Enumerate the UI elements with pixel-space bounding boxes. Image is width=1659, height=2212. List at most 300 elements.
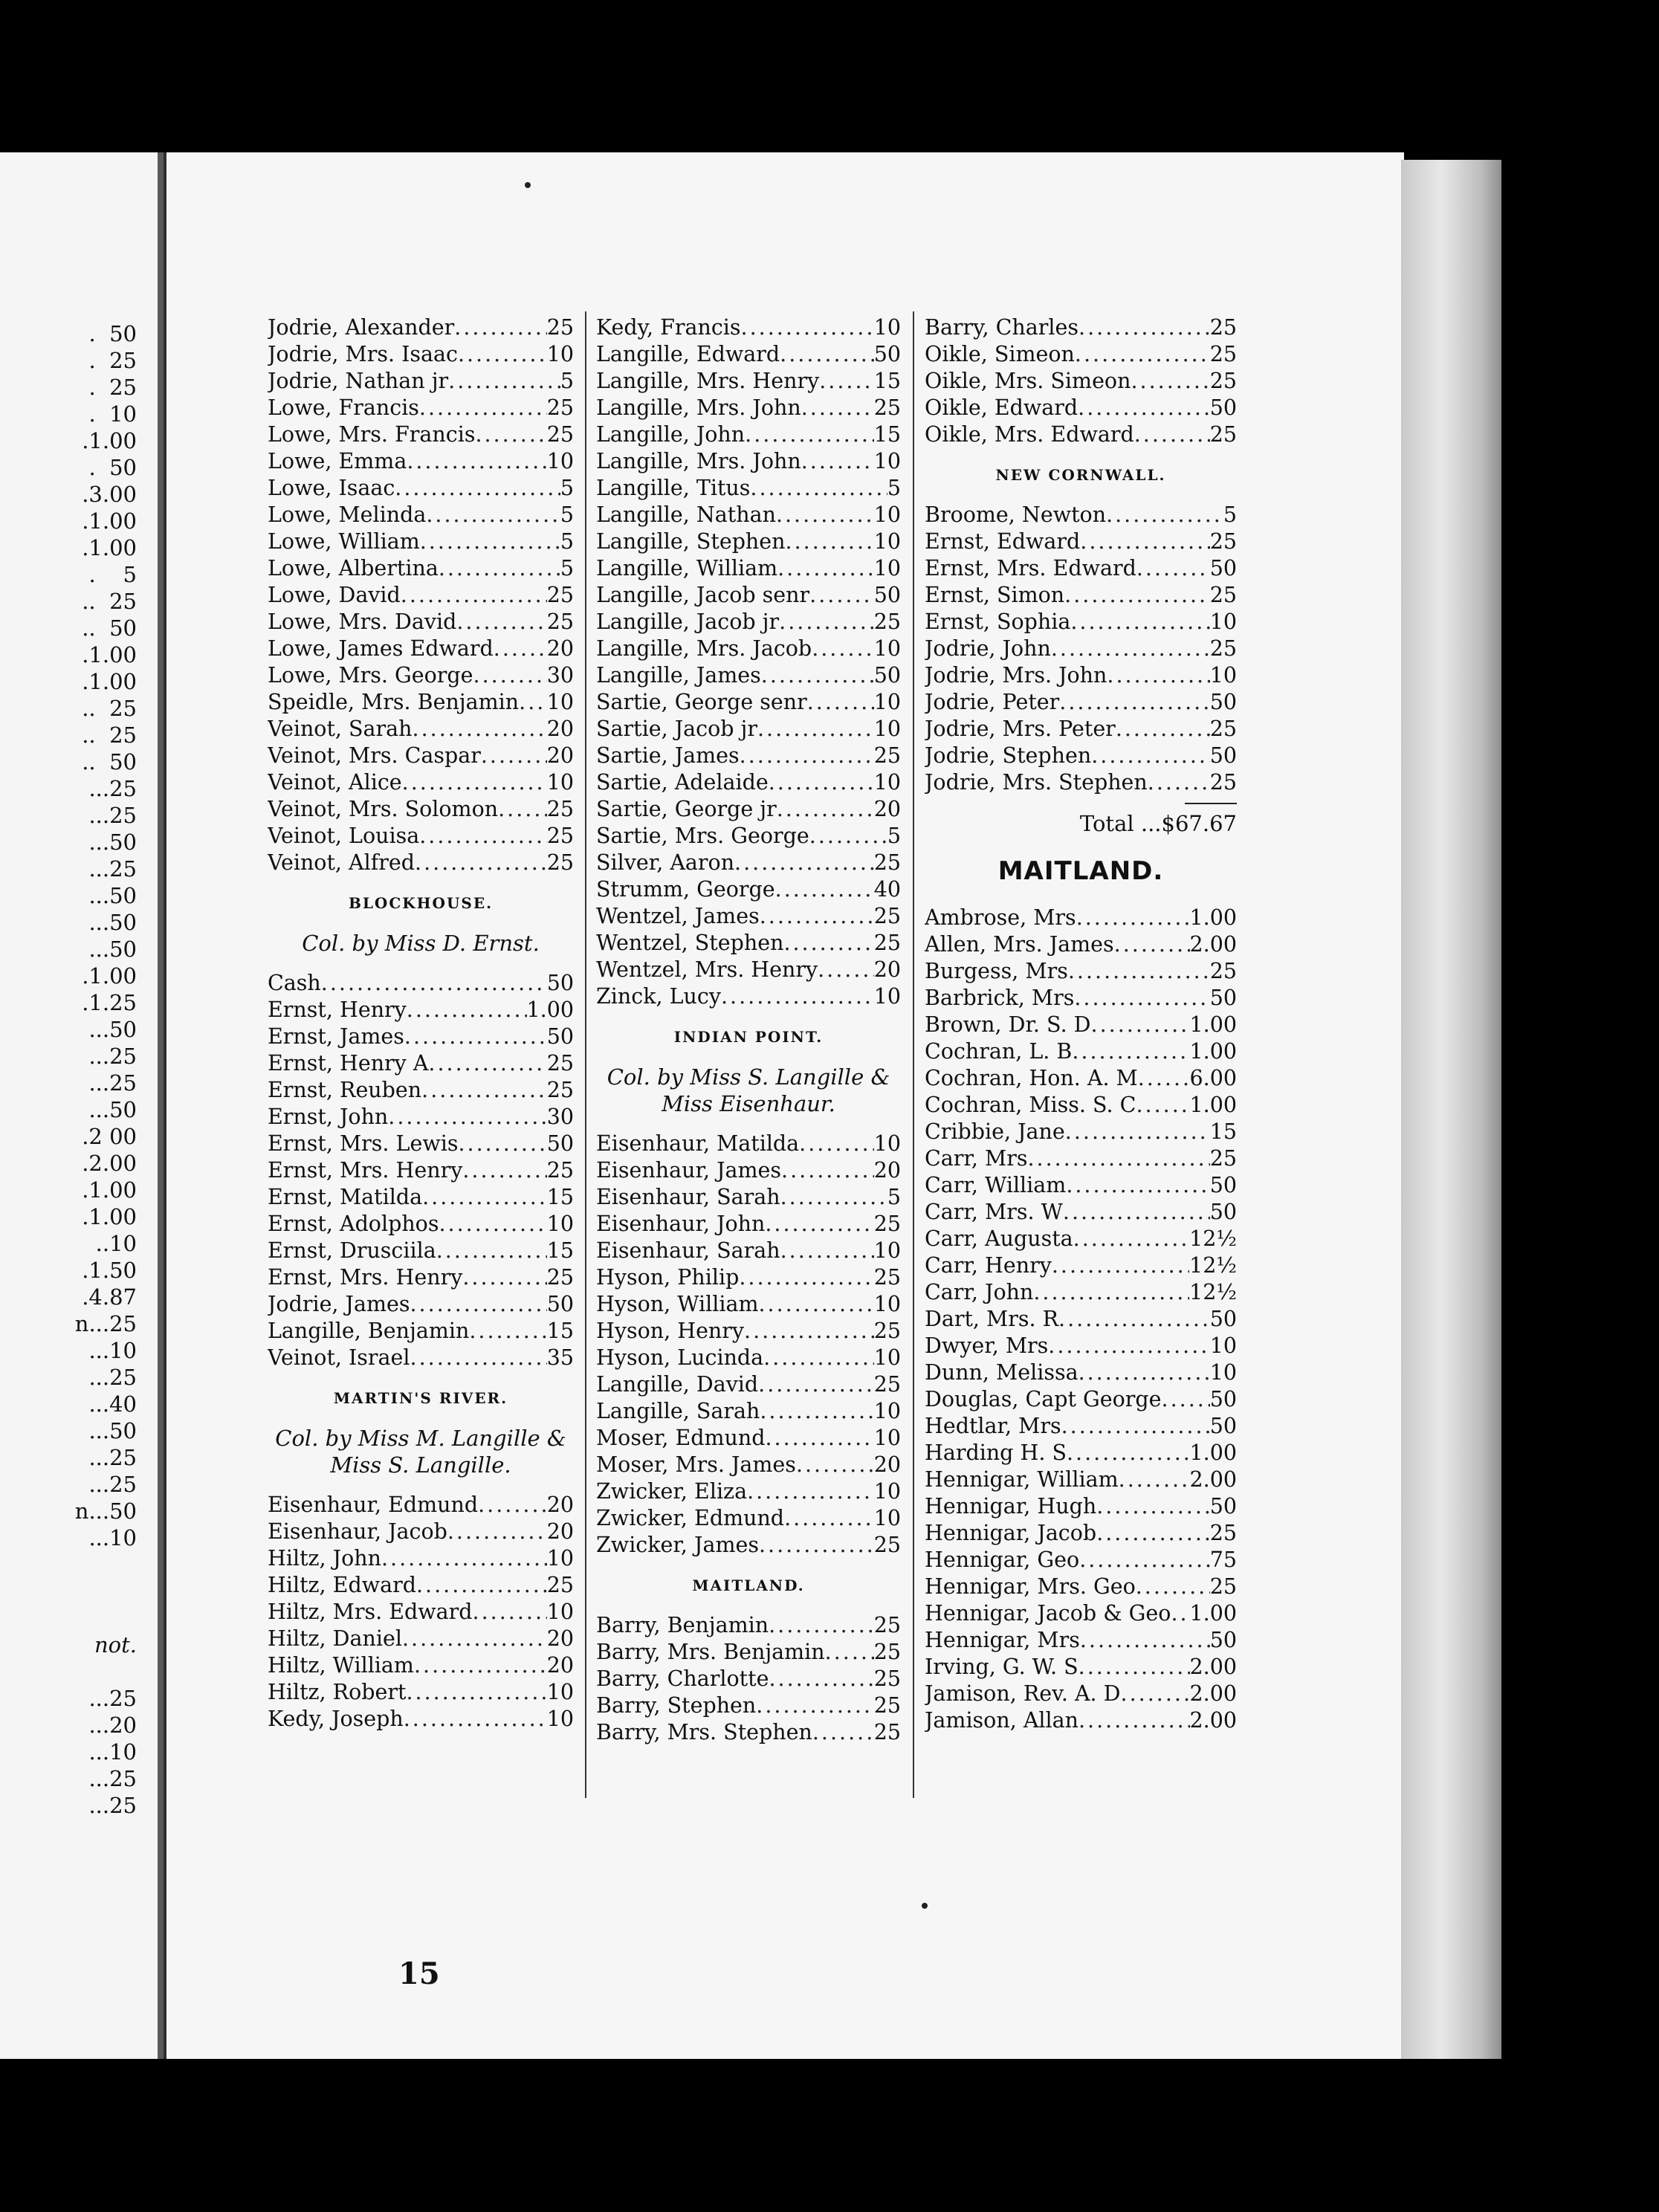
subscriber-entry (596, 314, 901, 341)
subscriber-name: Ernst, Matilda (268, 1185, 423, 1209)
subscription-amount: 20 (546, 743, 574, 768)
dot-leader (1078, 314, 1210, 341)
subscription-amount: 10 (546, 1212, 574, 1236)
subscription-amount: 20 (873, 957, 901, 982)
subscriber-name: Hennigar, Hugh (925, 1494, 1097, 1519)
subscription-amount: 20 (546, 1653, 574, 1678)
subscriber-entry (268, 1050, 574, 1077)
subscription-amount: 10 (873, 1426, 901, 1450)
dot-leader (388, 1104, 546, 1131)
subscriber-name: Oikle, Mrs. Edward (925, 422, 1134, 447)
subscription-amount: 5 (887, 1185, 901, 1209)
dot-leader (1048, 1333, 1209, 1359)
page-speck (525, 182, 531, 188)
subscriber-entry (925, 368, 1237, 395)
subscriber-entry (596, 1692, 901, 1719)
dot-leader (780, 1238, 874, 1264)
subscriber-name: Ernst, Henry (268, 997, 407, 1022)
subscriber-entry (596, 1398, 901, 1425)
subscriber-entry (268, 502, 574, 528)
subscription-amount: 10 (873, 1238, 901, 1263)
subscription-amount: 25 (546, 395, 574, 420)
subscription-amount: 10 (546, 1707, 574, 1731)
subscriber-name: Langille, David (596, 1372, 759, 1397)
subscription-amount: 12½ (1189, 1226, 1237, 1251)
subscription-amount: 10 (1209, 609, 1237, 634)
subscriber-entry (596, 930, 901, 957)
subscriber-entry (596, 609, 901, 636)
dot-leader (765, 1211, 873, 1238)
dot-leader (1058, 1306, 1210, 1333)
subscription-amount: 25 (873, 1212, 901, 1236)
facing-page-amount: . 50 (88, 321, 137, 346)
subscriber-entry (596, 983, 901, 1010)
facing-page-amount: .2 00 (82, 1124, 137, 1149)
subscription-amount: 50 (1209, 1414, 1237, 1438)
subscriber-entry (268, 368, 574, 395)
dot-leader (1052, 1252, 1189, 1279)
facing-page-amount: ...25 (88, 1686, 137, 1711)
subscriber-name: Langille, Benjamin (268, 1319, 470, 1343)
subscriber-entry (268, 341, 574, 368)
subscriber-name: Zinck, Lucy (596, 984, 721, 1009)
dot-leader (760, 1398, 873, 1425)
subscription-amount: 50 (1209, 395, 1237, 420)
dot-leader (1068, 958, 1210, 985)
subscription-amount: 10 (546, 449, 574, 473)
subscriber-name: Wentzel, Stephen (596, 931, 784, 955)
facing-page-amount: ...50 (88, 1017, 137, 1042)
subscription-amount: 10 (873, 717, 901, 741)
subscriber-name: Langille, James (596, 663, 761, 688)
subscriber-name: Lowe, David (268, 583, 401, 607)
subscription-amount: 50 (546, 971, 574, 995)
subscriber-name: Oikle, Mrs. Simeon (925, 369, 1131, 393)
dot-leader (1114, 931, 1190, 958)
subscription-amount: 5 (887, 824, 901, 848)
dot-leader (1066, 1172, 1209, 1199)
facing-page-amount: ...10 (88, 1739, 137, 1765)
subscriber-name: Ernst, Sophia (925, 609, 1071, 634)
subscriber-name: Ernst, Reuben (268, 1078, 422, 1102)
dot-leader (763, 1345, 874, 1371)
subscriber-name: Ernst, Adolphos (268, 1212, 439, 1236)
dot-leader (780, 1184, 887, 1211)
dot-leader (456, 609, 546, 636)
subscriber-name: Hiltz, Edward (268, 1573, 416, 1597)
subscriber-entry (925, 662, 1237, 689)
subscriber-name: Jodrie, Mrs. John (925, 663, 1107, 688)
subscriber-name: Lowe, Mrs. Francis (268, 422, 476, 447)
subscriber-entry (268, 1077, 574, 1104)
subscriber-name: Jodrie, Peter (925, 690, 1060, 714)
subscriber-entry (596, 555, 901, 582)
subscription-amount: 20 (546, 1493, 574, 1517)
subscriber-name: Hennigar, Jacob & Geo (925, 1601, 1171, 1626)
subscriber-entry (596, 421, 901, 448)
dot-leader (454, 314, 546, 341)
dot-leader (404, 1023, 547, 1050)
dot-leader (783, 930, 873, 957)
subscriber-name: Zwicker, Edmund (596, 1506, 785, 1530)
subscriber-entry (925, 1226, 1237, 1252)
dot-leader (1162, 1386, 1210, 1413)
facing-page-amount: ...25 (88, 856, 137, 882)
subscriber-name: Eisenhaur, Matilda (596, 1131, 800, 1156)
subscription-amount: 1.00 (1189, 1039, 1237, 1064)
subscriber-name: Dunn, Melissa (925, 1360, 1078, 1385)
facing-page-amount: not. (94, 1632, 137, 1658)
subscriber-name: Hennigar, William (925, 1467, 1119, 1492)
subscriber-entry (925, 1119, 1237, 1145)
subscriber-entry (268, 1599, 574, 1626)
subscriber-entry (268, 1264, 574, 1291)
subscription-amount: 2.00 (1189, 1467, 1237, 1492)
subscription-amount: 10 (873, 690, 901, 714)
spacer (596, 1599, 901, 1612)
dot-leader (1033, 1279, 1189, 1306)
subscriber-name: Eisenhaur, Jacob (268, 1519, 447, 1544)
subscriber-entry (268, 662, 574, 689)
facing-page-amount: ...25 (88, 1365, 137, 1390)
dot-leader (825, 1639, 874, 1666)
subscription-amount: 30 (546, 663, 574, 688)
subscriber-entry (596, 1612, 901, 1639)
subscription-amount: 25 (873, 904, 901, 928)
subscriber-name: Moser, Edmund (596, 1426, 766, 1450)
subscriber-name: Douglas, Capt George (925, 1387, 1162, 1411)
subscriber-entry (596, 1264, 901, 1291)
subscriber-entry (596, 1238, 901, 1264)
subscriber-name: Jodrie, John (925, 636, 1051, 661)
subscription-amount: 10 (873, 529, 901, 554)
spacer (596, 1010, 901, 1023)
subscriber-name: Cochran, Hon. A. M (925, 1066, 1138, 1090)
subscriber-entry (925, 1493, 1237, 1520)
subscriber-entry (925, 1681, 1237, 1707)
subscriber-entry (596, 1719, 901, 1746)
facing-page-amount: . 50 (88, 455, 137, 480)
subscriber-name: Hennigar, Mrs. Geo (925, 1574, 1136, 1599)
dot-leader (1078, 1359, 1210, 1386)
collector-credit: Col. by Miss M. Langille & (275, 1426, 566, 1451)
dot-leader (473, 662, 547, 689)
subscription-amount: 20 (546, 1519, 574, 1544)
subscriber-name: Langille, William (596, 556, 778, 581)
subscription-amount: 50 (1209, 1307, 1237, 1331)
dot-leader (421, 1077, 547, 1104)
dot-leader (458, 1131, 546, 1157)
subscriber-entry (925, 528, 1237, 555)
subscriber-name: Langille, Jacob jr (596, 609, 780, 634)
subscription-amount: 10 (1209, 1333, 1237, 1358)
subscriber-entry (925, 1413, 1237, 1440)
subscriber-name: Allen, Mrs. James (925, 932, 1114, 957)
subscriber-name: Ernst, Simon (925, 583, 1065, 607)
subscriber-name: Langille, Titus (596, 476, 751, 500)
collector-credit: Miss Eisenhaur. (662, 1091, 835, 1116)
dot-leader (1107, 662, 1209, 689)
dot-leader (781, 1157, 874, 1184)
spacer (268, 957, 574, 970)
subscription-amount: 25 (1209, 583, 1237, 607)
subscriber-entry (925, 985, 1237, 1012)
subscriber-entry (925, 1199, 1237, 1226)
subscriber-name: Eisenhaur, Edmund (268, 1493, 479, 1517)
subscriber-entry (596, 1157, 901, 1184)
subscriber-entry (596, 850, 901, 876)
subscriber-entry (268, 1652, 574, 1679)
facing-page-amount: .. 25 (82, 589, 137, 614)
subscriber-entry (596, 1532, 901, 1559)
subscriber-entry (268, 582, 574, 609)
dot-leader (1136, 1092, 1189, 1119)
subscriber-entry (596, 1371, 901, 1398)
subscription-amount: 10 (546, 1680, 574, 1704)
dot-leader (1059, 689, 1209, 716)
subscriber-entry (596, 1639, 901, 1666)
dot-leader (439, 1211, 546, 1238)
subscription-amount: 25 (873, 1613, 901, 1637)
subscriber-name: Eisenhaur, Sarah (596, 1185, 780, 1209)
document-page (164, 152, 1404, 2059)
facing-page-amount: ...25 (88, 1445, 137, 1470)
subscriber-entry (596, 528, 901, 555)
dot-leader (1080, 528, 1209, 555)
section-heading: BLOCKHOUSE. (348, 894, 494, 912)
spacer (596, 1117, 901, 1131)
dot-leader (473, 1599, 547, 1626)
subscription-amount: 25 (873, 395, 901, 420)
subscription-amount: 15 (873, 369, 901, 393)
subscriber-entry (925, 555, 1237, 582)
subscriber-entry (925, 609, 1237, 636)
dot-leader (519, 689, 547, 716)
subscriber-entry (596, 903, 901, 930)
facing-page-amount: ...50 (88, 937, 137, 962)
subscriber-name: Irving, G. W. S (925, 1655, 1078, 1679)
subscriber-name: Oikle, Simeon (925, 342, 1075, 366)
collector-credit: Col. by Miss S. Langille & (607, 1064, 890, 1090)
dot-leader (414, 1652, 547, 1679)
subscription-amount: 25 (546, 1051, 574, 1076)
subscriber-entry (268, 1184, 574, 1211)
subscriber-entry (268, 555, 574, 582)
subscriber-name: Jodrie, Mrs. Stephen (925, 770, 1148, 795)
subscriber-name: Ambrose, Mrs (925, 905, 1076, 930)
dot-leader (812, 1719, 874, 1746)
subscriber-entry (925, 1707, 1237, 1734)
dot-leader (407, 997, 527, 1023)
subscriber-entry (925, 1092, 1237, 1119)
total-rule (925, 796, 1237, 809)
subscription-amount: 1.00 (1189, 905, 1237, 930)
facing-page-amount: .. 50 (82, 615, 137, 641)
subscriber-name: Veinot, Louisa (268, 824, 420, 848)
subscription-amount: 10 (873, 1345, 901, 1370)
dot-leader (404, 1706, 547, 1733)
subscriber-name: Lowe, William (268, 529, 420, 554)
subscriber-entry (596, 662, 901, 689)
subscription-amount: 10 (546, 770, 574, 795)
subscriber-entry (596, 448, 901, 475)
subscriber-entry (596, 689, 901, 716)
subscription-amount: 50 (873, 583, 901, 607)
subscriber-entry (925, 421, 1237, 448)
spacer (268, 916, 574, 930)
subscriber-entry (596, 1505, 901, 1532)
dot-leader (420, 528, 560, 555)
subscriber-name: Sartie, Jacob jr (596, 717, 757, 741)
subscriber-name: Eisenhaur, Sarah (596, 1238, 780, 1263)
page-speck (922, 1903, 928, 1909)
dot-leader (779, 609, 874, 636)
subscription-amount: 25 (1209, 342, 1237, 366)
subscription-amount: 25 (546, 1158, 574, 1183)
subscriber-name: Veinot, Mrs. Solomon (268, 797, 499, 821)
facing-page-amount: .1.00 (82, 535, 137, 560)
dot-leader (406, 1679, 546, 1706)
subscription-amount: 10 (546, 1600, 574, 1624)
subscription-amount: 10 (873, 449, 901, 473)
dot-leader (1074, 985, 1209, 1012)
dot-leader (1091, 743, 1210, 769)
subscription-amount: 1.00 (1189, 1093, 1237, 1117)
subscription-amount: 25 (873, 1265, 901, 1290)
facing-page-amount: .1.25 (82, 990, 137, 1015)
subscription-amount: 50 (546, 1024, 574, 1049)
subscriber-name: Cribbie, Jane (925, 1119, 1065, 1144)
subscriber-entry (268, 1519, 574, 1545)
subscriber-name: Jodrie, James (268, 1292, 410, 1316)
dot-leader (1072, 1038, 1189, 1065)
subscriber-entry (268, 636, 574, 662)
column-3 (925, 314, 1237, 1734)
dot-leader (481, 743, 547, 769)
section-heading: MAITLAND. (692, 1576, 805, 1594)
dot-leader (1079, 1547, 1210, 1574)
subscriber-name: Ernst, John (268, 1105, 389, 1129)
subscriber-name: Lowe, Melinda (268, 502, 427, 527)
subscriber-name: Carr, Mrs (925, 1146, 1028, 1171)
dot-leader (819, 368, 874, 395)
subscription-amount: 2.00 (1189, 1655, 1237, 1679)
subscription-amount: 75 (1209, 1548, 1237, 1572)
subscriber-entry (925, 1252, 1237, 1279)
facing-page-amount: n...50 (74, 1498, 137, 1524)
spacer (268, 1478, 574, 1492)
subscription-amount: 6.00 (1189, 1066, 1237, 1090)
subscriber-entry (596, 1425, 901, 1452)
subscriber-entry (268, 1626, 574, 1652)
subscriber-name: Oikle, Edward (925, 395, 1078, 420)
dot-leader (448, 368, 560, 395)
subscriber-entry (268, 1572, 574, 1599)
subscriber-name: Barry, Charles (925, 315, 1079, 340)
dot-leader (760, 903, 874, 930)
subscriber-name: Harding H. S (925, 1440, 1067, 1465)
dot-leader (1078, 395, 1210, 421)
dot-leader (740, 743, 874, 769)
subscription-amount: 10 (873, 1292, 901, 1316)
dot-leader (469, 1318, 546, 1345)
subscriber-name: Veinot, Alfred (268, 850, 415, 875)
dot-leader (462, 1264, 546, 1291)
subscription-amount: 50 (1209, 743, 1237, 768)
spacer (596, 1050, 901, 1064)
subscriber-entry (268, 1157, 574, 1184)
subscriber-name: Hyson, Henry (596, 1319, 745, 1343)
subscriber-name: Cash (268, 971, 321, 995)
subscription-amount: 50 (1209, 556, 1237, 581)
spacer (268, 1371, 574, 1385)
subscriber-name: Lowe, Isaac (268, 476, 395, 500)
dot-leader (1136, 1574, 1210, 1600)
subscription-amount: 50 (1209, 690, 1237, 714)
dot-leader (775, 876, 874, 903)
dot-leader (1096, 1493, 1210, 1520)
subscriber-name: Brown, Dr. S. D (925, 1012, 1091, 1037)
subscription-amount: 15 (546, 1185, 574, 1209)
subscriber-entry (596, 823, 901, 850)
subscription-amount: 25 (873, 1666, 901, 1691)
subscriber-entry (925, 1386, 1237, 1413)
facing-page-amount: ...25 (88, 1044, 137, 1069)
subscriber-name: Langille, Stephen (596, 529, 786, 554)
subscriber-name: Sartie, George senr (596, 690, 807, 714)
subscription-amount: 50 (873, 663, 901, 688)
subscription-amount: 50 (1209, 986, 1237, 1010)
subscriber-name: Langille, Nathan (596, 502, 776, 527)
dot-leader (1061, 1413, 1210, 1440)
dot-leader (428, 1050, 546, 1077)
subscriber-name: Cochran, L. B (925, 1039, 1073, 1064)
dot-leader (799, 1131, 874, 1157)
subscriber-entry (925, 689, 1237, 716)
dot-leader (1027, 1145, 1209, 1172)
dot-leader (416, 1572, 547, 1599)
subscription-amount: 25 (1209, 770, 1237, 795)
facing-page-amount: .1.50 (82, 1258, 137, 1283)
subscriber-entry (925, 1012, 1237, 1038)
subscription-amount: 5 (560, 556, 574, 581)
subscription-amount: 25 (1209, 959, 1237, 983)
subscriber-entry (268, 1545, 574, 1572)
facing-page-amount: .1.00 (82, 428, 137, 453)
facing-page-amount: .4.87 (82, 1284, 137, 1310)
subscriber-name: Kedy, Joseph (268, 1707, 404, 1731)
dot-leader (1119, 1466, 1190, 1493)
subscriber-name: Langille, Mrs. Henry (596, 369, 820, 393)
dot-leader (1076, 905, 1190, 931)
subscriber-name: Wentzel, Mrs. Henry (596, 957, 818, 982)
dot-leader (818, 957, 874, 983)
subscriber-entry (268, 395, 574, 421)
dot-leader (744, 1318, 874, 1345)
spacer (925, 448, 1237, 462)
subscriber-entry (596, 395, 901, 421)
subscriber-name: Sartie, Adelaide (596, 770, 769, 795)
subscription-amount: 25 (873, 1640, 901, 1664)
subscription-amount: 1.00 (1189, 1440, 1237, 1465)
subscriber-entry (268, 769, 574, 796)
subscriber-name: Barry, Mrs. Benjamin (596, 1640, 825, 1664)
subscriber-entry (925, 958, 1237, 985)
dot-leader (734, 850, 874, 876)
subscriber-entry (925, 905, 1237, 931)
subscription-amount: 50 (1209, 1387, 1237, 1411)
subscriber-entry (268, 796, 574, 823)
